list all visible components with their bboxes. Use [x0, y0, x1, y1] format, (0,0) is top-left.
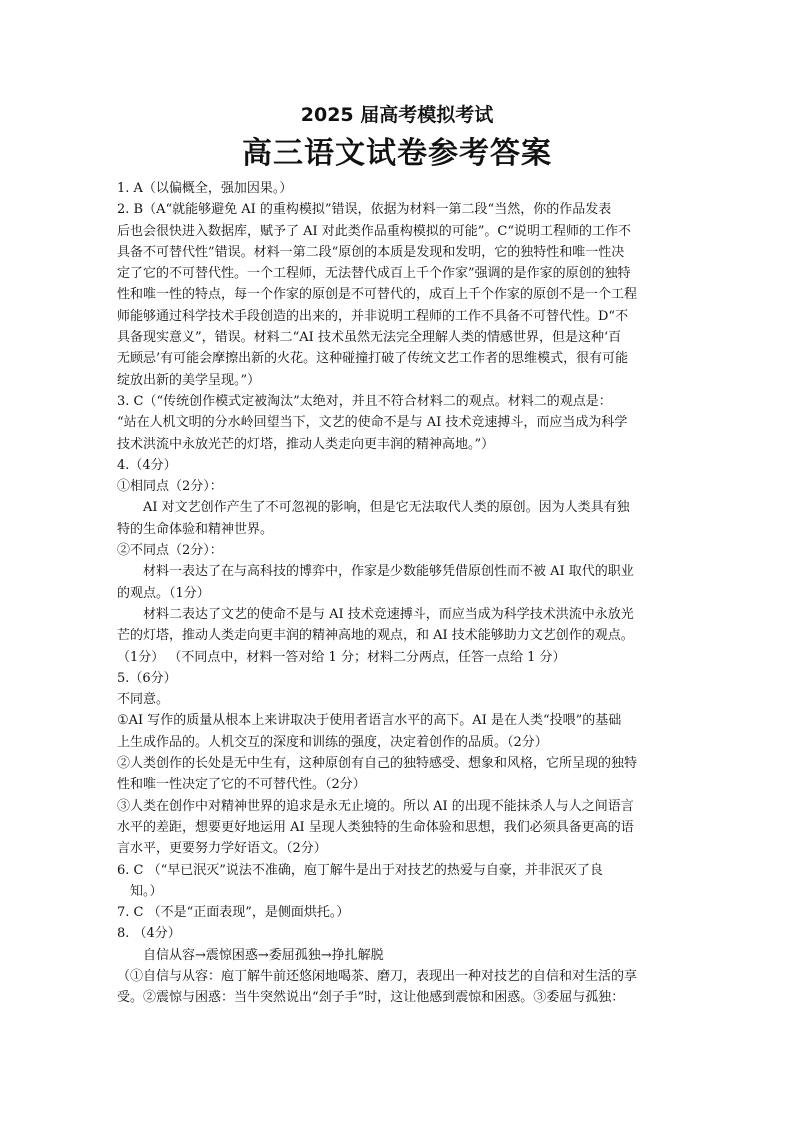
answer-line: 技术洪流中永放光芒的灯塔，推动人类走向更丰润的精神高地。”） [117, 436, 495, 452]
answer-line: 言水平，更要努力学好语文。（2分） [117, 841, 327, 857]
answer-line: （①自信与从容：庖丁解牛前还悠闲地喝茶、磨刀，表现出一种对技艺的自信和对生活的享 [117, 968, 638, 984]
answer-line: “站在人机文明的分水岭回望当下，文艺的使命不是与 AI 技术竞速搏斗，而应当成为科学 [117, 415, 628, 431]
answer-line: ①相同点（2分）： [117, 479, 223, 495]
answer-line: ③人类在创作中对精神世界的追求是永无止境的。所以 AI 的出现不能抹杀人与人之间语言 [117, 798, 634, 814]
answer-line: 受。②震惊与困惑：当牛突然说出“刽子手”时，这让他感到震惊和困惑。③委屈与孤独： [117, 990, 625, 1006]
answer-line: AI 对文艺创作产生了不可忽视的影响，但是它无法取代人类的原创。因为人类具有独 [143, 500, 630, 516]
answer-line: 不同意。 [117, 692, 170, 708]
answer-line: 4.（4分） [117, 457, 177, 473]
answer-line: 8. （4分） [117, 926, 181, 942]
exam-title: 2025 届高考模拟考试 [300, 104, 494, 126]
answer-body [117, 178, 685, 1009]
answer-line: 具备现实意义”，错误。材料二“AI 技术虽然无法完全理解人类的情感世界，但是这种‘百 [117, 330, 622, 346]
answer-line: 后也会很快进入数据库，赋予了 AI 对此类作品重构模拟的可能”。C“说明工程师的工作不 [117, 223, 632, 239]
answer-line: 水平的差距，想要更好地运用 AI 呈现人类独特的生命体验和思想，我们必须具备更高的语 [117, 819, 634, 835]
answer-line: 材料一表达了在与高科技的博弈中，作家是少数能够凭借原创性而不被 AI 取代的职业 [143, 564, 634, 580]
answer-line: 材料二表达了文艺的使命不是与 AI 技术竞速搏斗，而应当成为科学技术洪流中永放光 [143, 606, 634, 622]
answer-line: 6. C （“早已泯灭”说法不准确，庖丁解牛是出于对技艺的热爱与自豪，并非泯灭了良 [117, 862, 603, 878]
answer-line: 特的生命体验和精神世界。 [117, 521, 274, 537]
answer-line: 绽放出新的美学呈现。”） [117, 372, 261, 388]
answer-line: 的观点。（1分） [117, 585, 210, 601]
answer-line: ②人类创作的长处是无中生有，这种原创有自己的独特感受、想象和风格，它所呈现的独特 [117, 756, 638, 772]
answer-line: 5.（6分） [117, 670, 177, 686]
answer-line: 自信从容→震惊困惑→委屈孤独→挣扎解脱 [143, 947, 384, 963]
answer-line: 知。） [130, 883, 163, 899]
answer-line: 7. C （不是“正面表现”，是侧面烘托。） [117, 905, 350, 921]
answer-line: 性和唯一性的特点，每一个作家的原创是不可替代的，成百上千个作家的原创不是一个工程 [117, 287, 638, 303]
answer-line: 无顾忌’有可能会摩擦出新的火花。这种碰撞打破了传统文艺工作者的思维模式，很有可能 [117, 351, 629, 367]
answer-line: 具备不可替代性”错误。材料一第二段“原创的本质是发现和发明，它的独特性和唯一性决 [117, 244, 625, 260]
answer-line: 师能够通过科学技术手段创造的出来的，并非说明工程师的工作不具备不可替代性。D“不 [117, 308, 629, 324]
answer-line: 1. A（以偏概全，强加因果。） [117, 181, 293, 196]
answer-line: （1分） （不同点中，材料一答对给 1 分；材料二分两点，任答一点给 1 分） [117, 649, 566, 665]
answer-line: ①AI 写作的质量从根本上来讲取决于使用者语言水平的高下。AI 是在人类“投喂”的基础 [117, 713, 622, 729]
answer-line: 3. C（“传统创作模式定被淘汰”太绝对，并且不符合材料二的观点。材料二的观点是： [117, 393, 612, 409]
answer-line: 2. B（A“就能够避免 AI 的重构模拟”错误，依据为材料一第二段“当然，你的作品发表 [117, 202, 612, 218]
answer-line: 芒的灯塔，推动人类走向更丰润的精神高地的观点，和 AI 技术能够助力文艺创作的观点。 [117, 628, 634, 644]
answer-line: 上生成作品的。人机交互的深度和训练的强度，决定着创作的品质。（2分） [117, 734, 548, 750]
answer-line: ②不同点（2分）： [117, 543, 223, 559]
answer-line: 定了它的不可替代性。一个工程师，无法替代成百上千个作家”强调的是作家的原创的独特 [117, 266, 631, 282]
answer-key-title: 高三语文试卷参考答案 [242, 136, 552, 171]
answer-line: 性和唯一性决定了它的不可替代性。（2分） [117, 777, 366, 793]
